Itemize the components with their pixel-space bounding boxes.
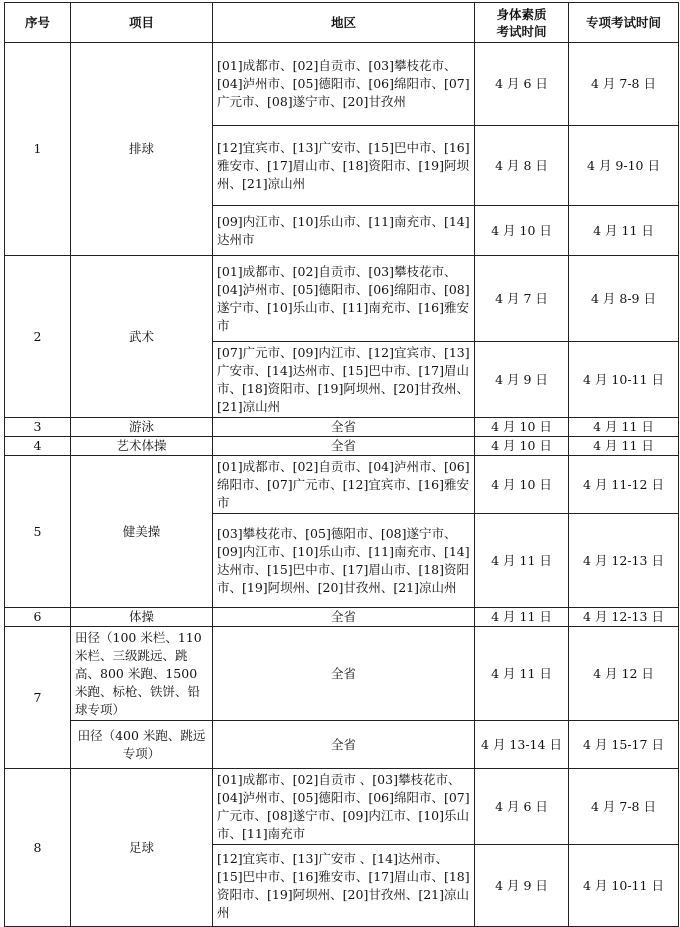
region-cell: [01]成都市、[02]自贡市、[03]攀枝花市、[04]泸州市、[05]德阳市、[06]绵阳市、[07]广元市、[08]遂宁市、[20]甘孜州 (213, 43, 475, 126)
special-time-cell: 4 月 11 日 (569, 206, 679, 256)
physical-time-cell: 4 月 13-14 日 (475, 721, 569, 769)
special-time-cell: 4 月 9-10 日 (569, 126, 679, 206)
physical-time-cell: 4 月 9 日 (475, 845, 569, 927)
header-row (5, 3, 679, 43)
project-cell: 武术 (71, 256, 213, 418)
region-cell: 全省 (213, 627, 475, 721)
seq-cell: 1 (5, 43, 71, 256)
physical-time-cell: 4 月 10 日 (475, 456, 569, 514)
physical-time-cell: 4 月 7 日 (475, 256, 569, 342)
project-cell: 游泳 (71, 418, 213, 437)
special-time-cell: 4 月 12 日 (569, 627, 679, 721)
region-cell: 全省 (213, 608, 475, 627)
seq-cell: 5 (5, 456, 71, 608)
region-cell: [07]广元市、[09]内江市、[12]宜宾市、[13]广安市、[14]达州市、[15]巴中市、[17]眉山市、[18]资阳市、[19]阿坝州、[20]甘孜州、[21]凉山州 (213, 342, 475, 418)
physical-time-cell: 4 月 11 日 (475, 514, 569, 608)
special-time-cell: 4 月 8-9 日 (569, 256, 679, 342)
project-cell: 田径（100 米栏、110 米栏、三级跳远、跳高、800 米跑、1500 米跑、标枪、铁饼、铅球专项） (71, 627, 213, 721)
table-row (5, 769, 679, 845)
header-physical-time (475, 3, 569, 43)
special-time-cell: 4 月 10-11 日 (569, 342, 679, 418)
physical-time-cell: 4 月 11 日 (475, 608, 569, 627)
physical-time-cell: 4 月 10 日 (475, 437, 569, 456)
header-special-time: 专项考试时间 (569, 3, 679, 43)
region-cell: [01]成都市、[02]自贡市 、[03]攀枝花市、[04]泸州市、[05]德阳市、[06]绵阳市、[07]广元市、[08]遂宁市、[09]内江市、[10]乐山市、[11]南充市 (213, 769, 475, 845)
physical-time-cell: 4 月 6 日 (475, 43, 569, 126)
physical-time-cell: 4 月 8 日 (475, 126, 569, 206)
special-time-cell: 4 月 7-8 日 (569, 769, 679, 845)
table-row (5, 256, 679, 342)
table-row (5, 456, 679, 514)
project-cell: 健美操 (71, 456, 213, 608)
seq-cell: 6 (5, 608, 71, 627)
special-time-cell: 4 月 12-13 日 (569, 608, 679, 627)
region-cell: [01]成都市、[02]自贡市、[03]攀枝花市、[04]泸州市、[05]德阳市、[06]绵阳市、[08]遂宁市、[10]乐山市、[11]南充市、[16]雅安市 (213, 256, 475, 342)
project-cell: 田径（400 米跑、跳远专项） (71, 721, 213, 769)
seq-cell: 2 (5, 256, 71, 418)
special-time-cell: 4 月 7-8 日 (569, 43, 679, 126)
special-time-cell: 4 月 11 日 (569, 437, 679, 456)
region-cell: [03]攀枝花市、[05]德阳市、[08]遂宁市、[09]内江市、[10]乐山市、[11]南充市、[14]达州市、[15]巴中市、[17]眉山市、[18]资阳市、[19]阿坝州、[20]甘孜州、[21]凉山州 (213, 514, 475, 608)
exam-schedule-table (4, 2, 679, 927)
region-cell: [01]成都市、[02]自贡市、[04]泸州市、[06]绵阳市、[07]广元市、[12]宜宾市、[16]雅安市 (213, 456, 475, 514)
seq-cell: 8 (5, 769, 71, 927)
header-physical-line1: 身体素质 (496, 6, 547, 22)
physical-time-cell: 4 月 10 日 (475, 206, 569, 256)
seq-cell: 7 (5, 627, 71, 769)
table-row (5, 418, 679, 437)
special-time-cell: 4 月 10-11 日 (569, 845, 679, 927)
region-cell: [09]内江市、[10]乐山市、[11]南充市、[14]达州市 (213, 206, 475, 256)
special-time-cell: 4 月 11-12 日 (569, 456, 679, 514)
schedule-page (4, 2, 678, 927)
header-physical-line2: 考试时间 (496, 23, 547, 39)
physical-time-cell: 4 月 10 日 (475, 418, 569, 437)
physical-time-cell: 4 月 6 日 (475, 769, 569, 845)
project-cell: 足球 (71, 769, 213, 927)
physical-time-cell: 4 月 9 日 (475, 342, 569, 418)
project-cell: 艺术体操 (71, 437, 213, 456)
project-cell: 体操 (71, 608, 213, 627)
header-region: 地区 (213, 3, 475, 43)
physical-time-cell: 4 月 11 日 (475, 627, 569, 721)
table-row (5, 608, 679, 627)
header-project: 项目 (71, 3, 213, 43)
table-row (5, 437, 679, 456)
region-cell: 全省 (213, 418, 475, 437)
header-seq: 序号 (5, 3, 71, 43)
table-row (5, 721, 679, 769)
region-cell: 全省 (213, 437, 475, 456)
region-cell: [12]宜宾市、[13]广安市 、[14]达州市、[15]巴中市、[16]雅安市、[17]眉山市、[18]资阳市、[19]阿坝州、[20]甘孜州、[21]凉山州 (213, 845, 475, 927)
table-row (5, 43, 679, 126)
project-cell: 排球 (71, 43, 213, 256)
seq-cell: 4 (5, 437, 71, 456)
region-cell: [12]宜宾市、[13]广安市、[15]巴中市、[16]雅安市、[17]眉山市、[18]资阳市、[19]阿坝州、[21]凉山州 (213, 126, 475, 206)
special-time-cell: 4 月 11 日 (569, 418, 679, 437)
special-time-cell: 4 月 12-13 日 (569, 514, 679, 608)
special-time-cell: 4 月 15-17 日 (569, 721, 679, 769)
region-cell: 全省 (213, 721, 475, 769)
seq-cell: 3 (5, 418, 71, 437)
table-row (5, 627, 679, 721)
